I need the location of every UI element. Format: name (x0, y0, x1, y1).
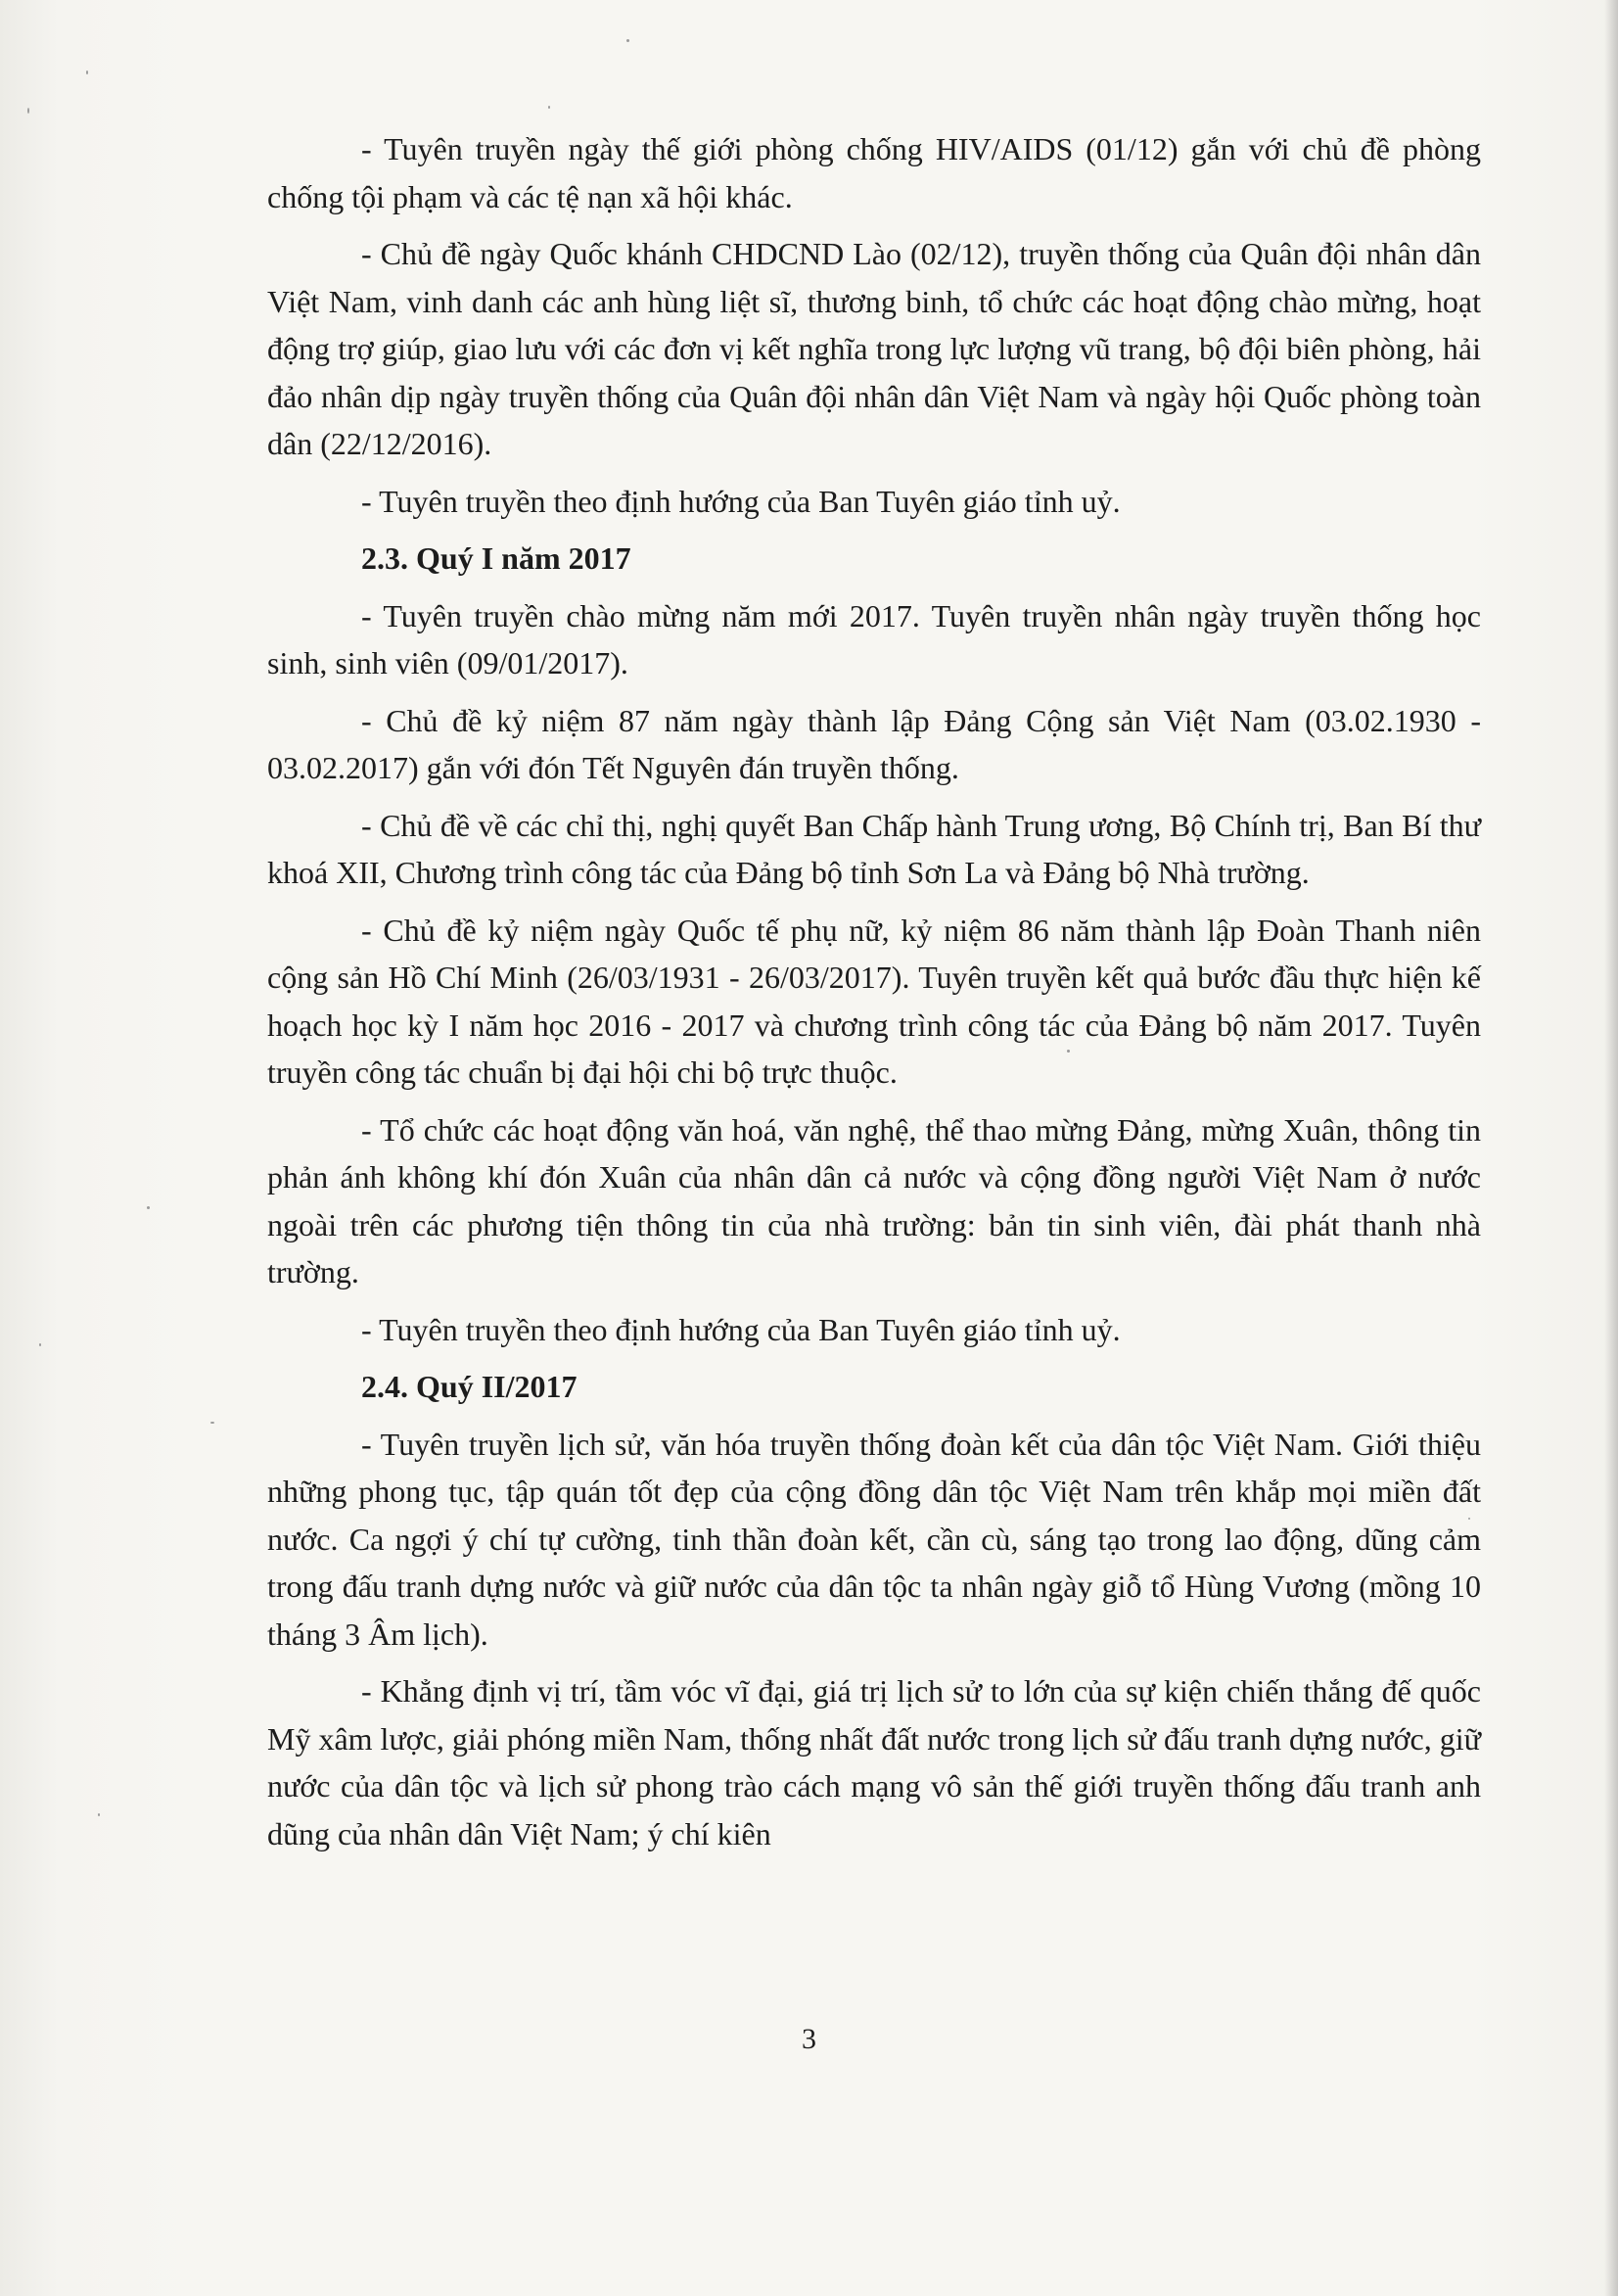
document-body (267, 125, 1481, 1867)
paragraph-womens-day: - Chủ đề kỷ niệm ngày Quốc tế phụ nữ, kỷ niệm 86 năm thành lập Đoàn Thanh niên cộng sản Hồ Chí Minh (26/03/1931 - 26/03/2017). Tuyên truyền kết quả bước đầu thực hiện kế hoạch học kỳ I năm học 2016 - 2017 và chương trình công tác của Đảng bộ năm 2017. Tuyên truyền công tác chuẩn bị đại hội chi bộ trực thuộc. (267, 912, 1481, 1090)
scan-speck (147, 1206, 150, 1209)
paragraph-lao-national-day: - Chủ đề ngày Quốc khánh CHDCND Lào (02/12), truyền thống của Quân đội nhân dân Việt Nam, vinh danh các anh hùng liệt sĩ, thương binh, tổ chức các hoạt động chào mừng, hoạt động trợ giúp, giao lưu với các đơn vị kết nghĩa trong lực lượng vũ trang, bộ đội biên phòng, hải đảo nhân dịp ngày truyền thống của Quân đội nhân dân Việt Nam và ngày hội Quốc phòng toàn dân (22/12/2016). (267, 236, 1481, 461)
paragraph-propaganda-guidance: - Tuyên truyền theo định hướng của Ban Tuyên giáo tỉnh uỷ. (361, 483, 1121, 519)
paragraph-party-anniversary: - Chủ đề kỷ niệm 87 năm ngày thành lập Đảng Cộng sản Việt Nam (03.02.1930 - 03.02.2017) gắn với đón Tết Nguyên đán truyền thống. (267, 702, 1481, 785)
paragraph-history-culture: - Tuyên truyền lịch sử, văn hóa truyền thống đoàn kết của dân tộc Việt Nam. Giới thiệu những phong tục, tập quán tốt đẹp của cộng đồng dân tộc Việt Nam trên khắp mọi miền đất nước. Ca ngợi ý chí tự cường, tinh thần đoàn kết, cần cù, sáng tạo trong lao động, dũng cảm trong đấu tranh dựng nước và giữ nước của dân tộc ta nhân ngày giỗ tổ Hùng Vương (mồng 10 tháng 3 Âm lịch). (267, 1426, 1481, 1652)
paragraph-propaganda-guidance-2: - Tuyên truyền theo định hướng của Ban Tuyên giáo tỉnh uỷ. (361, 1311, 1121, 1347)
scan-speck (210, 1422, 214, 1424)
scan-speck (86, 70, 88, 74)
scan-speck (626, 39, 629, 42)
paragraph-cultural-activities: - Tổ chức các hoạt động văn hoá, văn nghệ, thể thao mừng Đảng, mừng Xuân, thông tin phản ánh không khí đón Xuân của nhân dân cả nước và cộng đồng người Việt Nam ở nước ngoài trên các phương tiện thông tin của nhà trường: bản tin sinh viên, đài phát thanh nhà trường. (267, 1111, 1481, 1289)
page-number: 3 (802, 2023, 816, 2055)
scan-speck (39, 1343, 41, 1346)
section-heading-quarter-1: 2.3. Quý I năm 2017 (361, 540, 631, 576)
paragraph-hiv-aids: - Tuyên truyền ngày thế giới phòng chống HIV/AIDS (01/12) gắn với chủ đề phòng chống tội phạm và các tệ nạn xã hội khác. (267, 131, 1481, 214)
scan-edge-shadow (1604, 0, 1618, 2296)
section-heading-quarter-2: 2.4. Quý II/2017 (361, 1369, 578, 1404)
scan-speck (548, 106, 550, 109)
scan-speck (98, 1813, 100, 1816)
scan-speck (27, 108, 29, 114)
paragraph-directives: - Chủ đề về các chỉ thị, nghị quyết Ban Chấp hành Trung ương, Bộ Chính trị, Ban Bí thư khoá XII, Chương trình công tác của Đảng bộ tỉnh Sơn La và Đảng bộ Nhà trường. (267, 807, 1481, 890)
paragraph-new-year: - Tuyên truyền chào mừng năm mới 2017. Tuyên truyền nhân ngày truyền thống học sinh, sinh viên (09/01/2017). (267, 597, 1481, 680)
paragraph-victory: - Khẳng định vị trí, tầm vóc vĩ đại, giá trị lịch sử to lớn của sự kiện chiến thắng đế quốc Mỹ xâm lược, giải phóng miền Nam, thống nhất đất nước trong lịch sử đấu tranh dựng nước, giữ nước của dân tộc và lịch sử phong trào cách mạng vô sản thế giới truyền thống đấu tranh anh dũng của nhân dân Việt Nam; ý chí kiên (267, 1673, 1481, 1851)
